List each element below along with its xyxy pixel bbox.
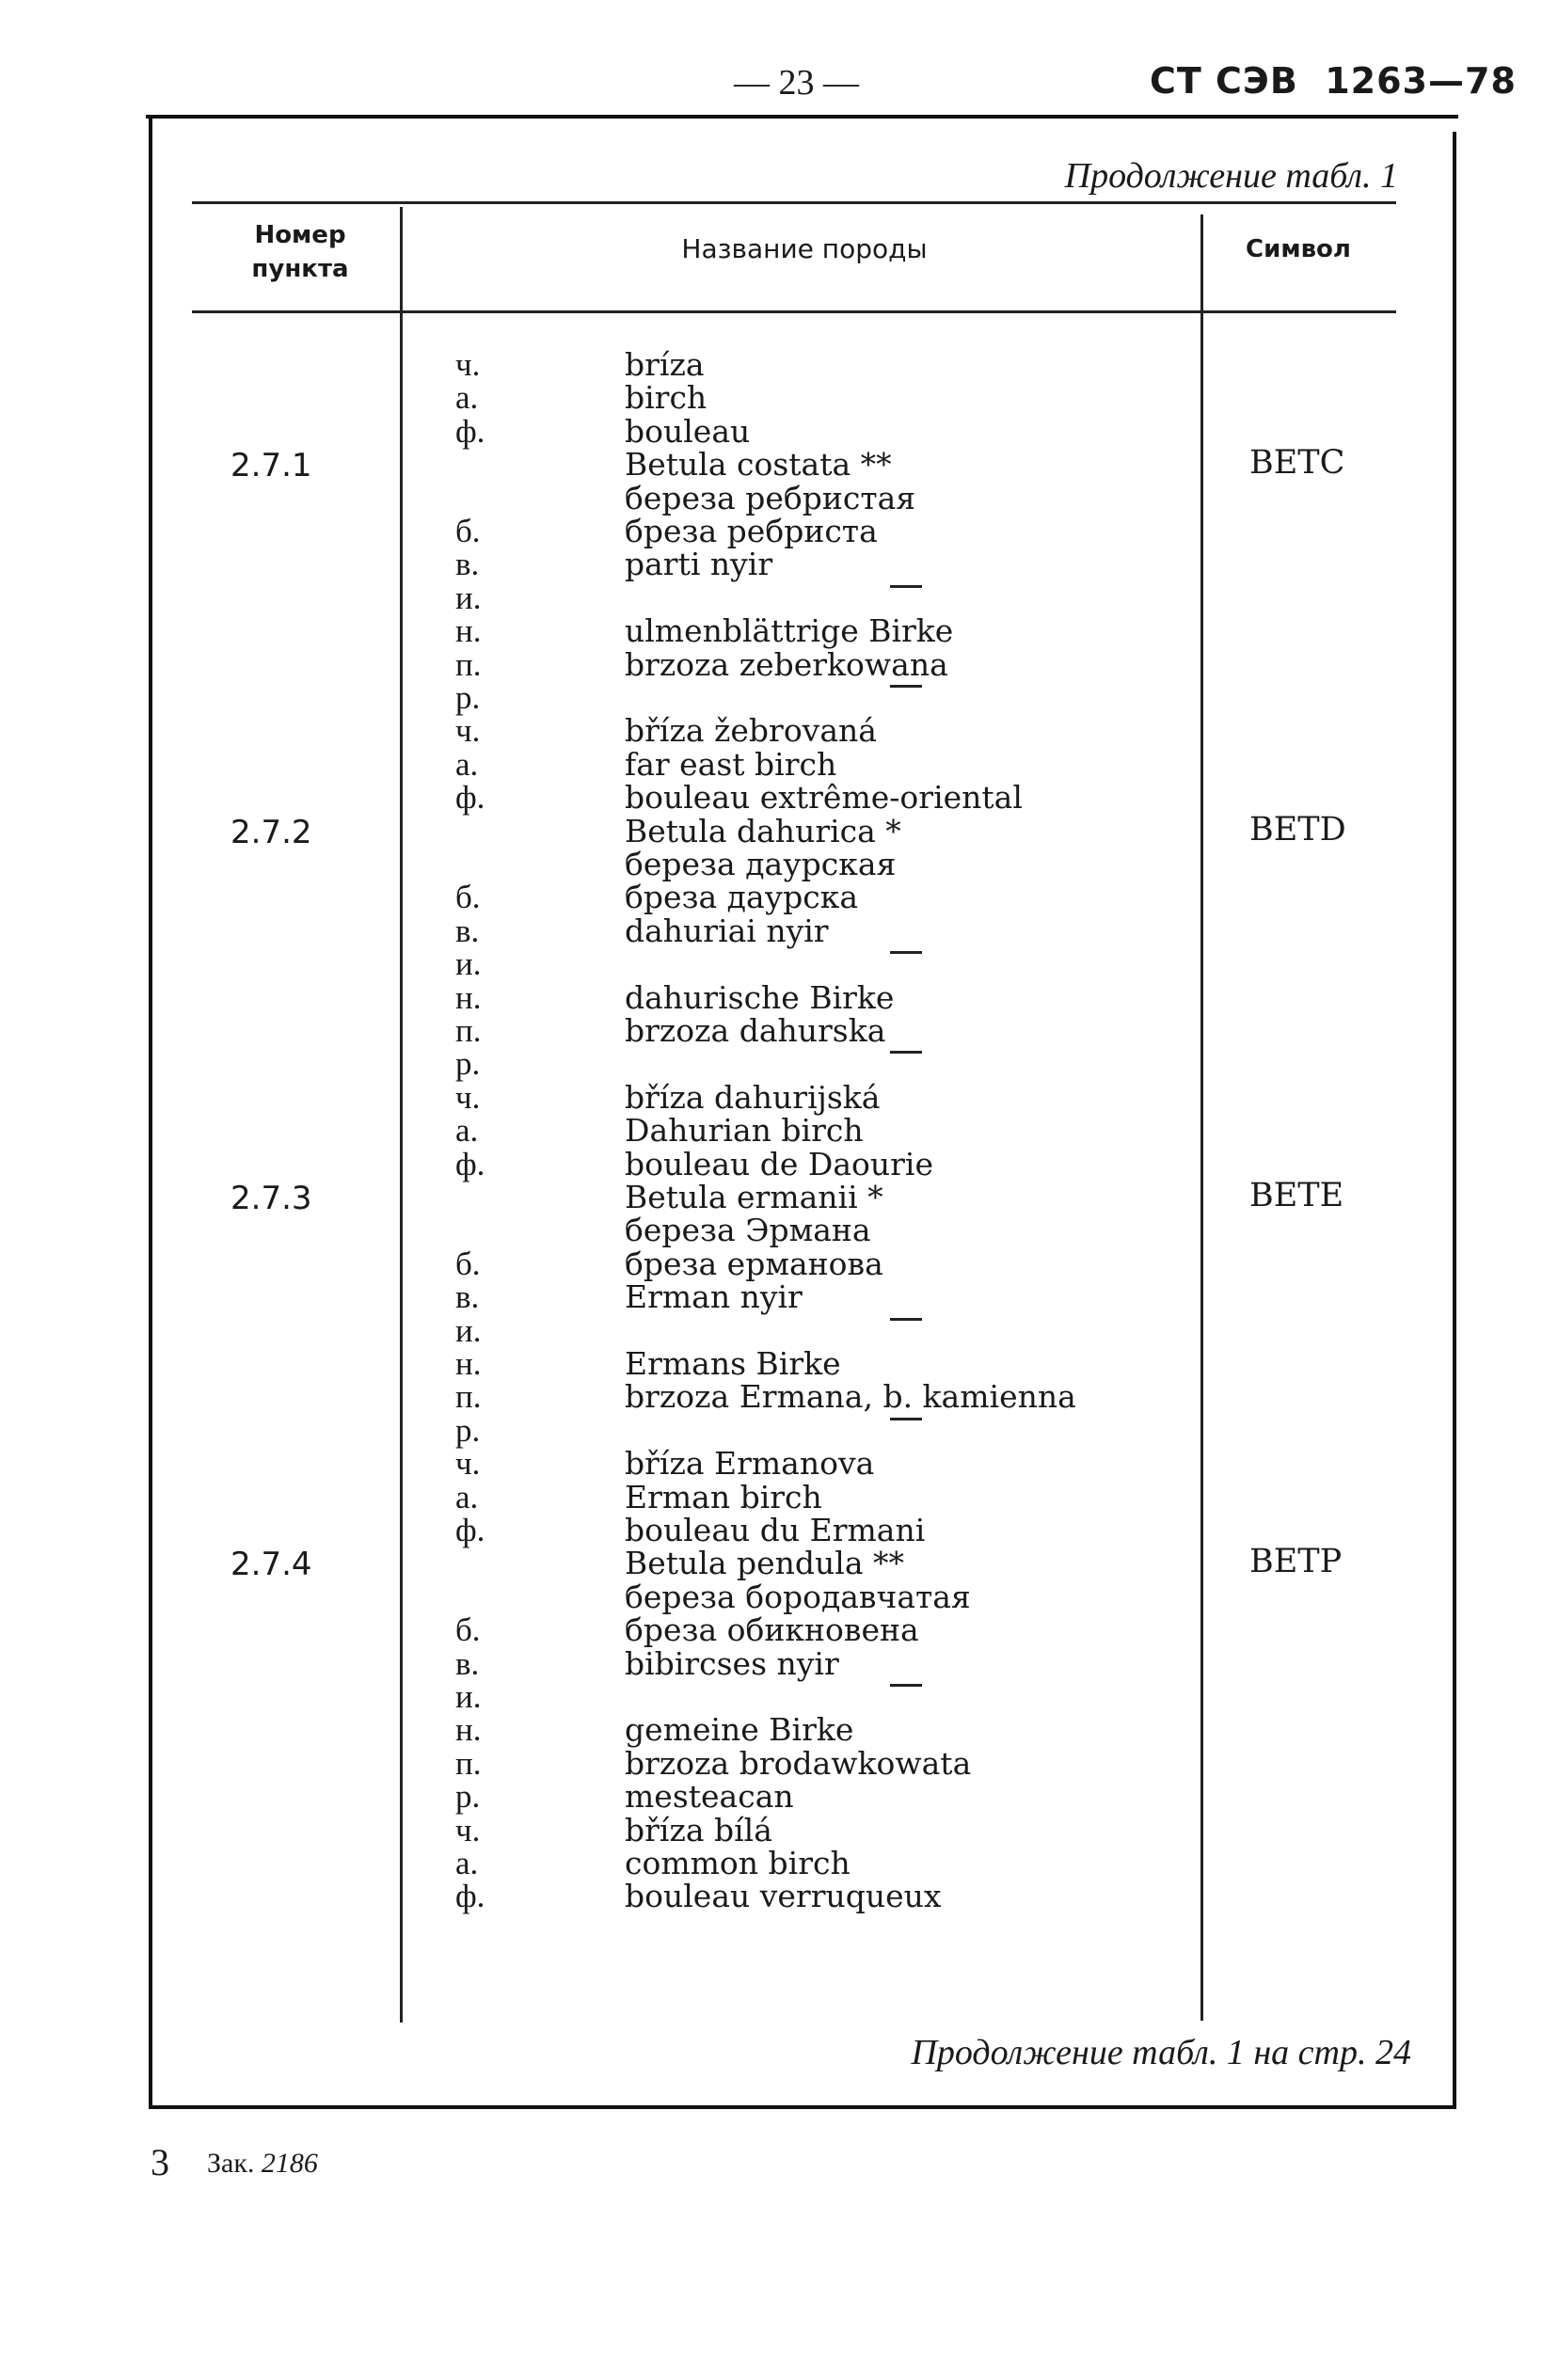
- table-row-language: б.: [455, 879, 481, 916]
- table-row-name: Betula pendula **: [625, 1545, 905, 1582]
- frame-top-rule: [146, 115, 1458, 119]
- table-row-name: ulmenblättrige Birke: [625, 612, 954, 650]
- table-row-language: н.: [455, 612, 482, 650]
- continuation-note-top: Продолжение табл. 1: [1064, 156, 1398, 196]
- frame-left-rule: [149, 115, 152, 2107]
- column-header-number-line1: Номер: [254, 221, 346, 249]
- table-row-language: н.: [455, 1711, 482, 1749]
- column-header-symbol: Символ: [1246, 235, 1351, 263]
- table-row-language: в.: [455, 1278, 480, 1316]
- table-row-name-dash: [890, 951, 922, 954]
- table-row-code: 2.7.2: [231, 813, 312, 851]
- frame-bottom-rule: [149, 2105, 1456, 2109]
- table-row-name: mesteacan: [625, 1778, 794, 1816]
- table-row-name: Ermans Birke: [625, 1345, 841, 1382]
- standard-designation: СТ СЭВ 1263—78: [1150, 60, 1517, 102]
- order-number: 2186: [261, 2148, 318, 2179]
- table-row-name: dahurische Birke: [625, 978, 895, 1016]
- table-row-name-dash: [890, 1684, 922, 1687]
- table-row-name: бреза ерманова: [625, 1245, 883, 1282]
- order-label: Зак.: [207, 2148, 255, 2179]
- table-row-name: dahuriai nyir: [625, 912, 829, 949]
- table-row-language: и.: [455, 1678, 482, 1715]
- table-row-name: bouleau de Daourie: [625, 1145, 934, 1182]
- table-row-language: ф.: [455, 1512, 485, 1548]
- table-row-language: н.: [455, 978, 482, 1016]
- table-row-name: Erman nyir: [625, 1278, 803, 1316]
- table-row-language: ф.: [455, 1878, 485, 1915]
- table-row-name: береза бородавчатая: [625, 1578, 971, 1615]
- table-row-language: р.: [455, 679, 481, 716]
- table-row-symbol: BETD: [1249, 810, 1346, 849]
- table-row-name: bouleau du Ermani: [625, 1512, 926, 1548]
- table-row-language: и.: [455, 579, 482, 616]
- table-row-code: 2.7.1: [231, 447, 312, 485]
- table-row-language: ф.: [455, 779, 485, 817]
- table-row-language: р.: [455, 1045, 481, 1083]
- table-row-name: parti nyir: [625, 546, 773, 583]
- table-row-language: ч.: [455, 1445, 481, 1483]
- table-row-name-dash: [890, 685, 922, 688]
- table-row-name: brzoza zeberkowana: [625, 645, 948, 683]
- table-column-divider-right: [1200, 214, 1203, 2021]
- table-row-name-dash: [890, 1418, 922, 1420]
- table-row-name: Erman birch: [625, 1478, 822, 1515]
- table-row-name: brzoza Ermana, b. kamienna: [625, 1378, 1076, 1416]
- table-row-name: brzoza dahurska: [625, 1012, 886, 1049]
- table-row-language: п.: [455, 1744, 482, 1782]
- table-row-name: Betula costata **: [625, 446, 892, 484]
- table-header-top-rule: [192, 201, 1396, 204]
- table-row-name-dash: [890, 1051, 922, 1054]
- column-header-name: Название породы: [681, 233, 928, 264]
- table-row-symbol: BETP: [1249, 1543, 1343, 1581]
- table-row-name: береза ребристая: [625, 479, 916, 516]
- table-row-name: common birch: [625, 1845, 851, 1881]
- table-row-language: н.: [455, 1345, 482, 1382]
- table-row-language: ч.: [455, 712, 481, 750]
- table-row-name: bríza: [625, 346, 705, 383]
- table-row-name: brzoza brodawkowata: [625, 1744, 972, 1782]
- table-row-language: в.: [455, 546, 480, 583]
- table-row-language: ф.: [455, 412, 485, 450]
- table-row-name: Betula ermanii *: [625, 1179, 883, 1215]
- table-row-name: Betula dahurica *: [625, 812, 901, 849]
- table-row-language: ф.: [455, 1145, 485, 1182]
- table-row-language: а.: [455, 745, 479, 783]
- table-row-name: bříza dahurijská: [625, 1078, 881, 1116]
- table-row-code: 2.7.4: [231, 1546, 312, 1584]
- column-header-number-line2: пункта: [251, 255, 349, 283]
- table-row-name: gemeine Birke: [625, 1711, 854, 1749]
- table-row-language: р.: [455, 1778, 481, 1816]
- table-row-language: п.: [455, 645, 482, 683]
- table-row-language: а.: [455, 1478, 479, 1515]
- table-row-language: ч.: [455, 1078, 481, 1116]
- table-row-name: береза Эрмана: [625, 1212, 871, 1249]
- table-row-name-dash: [890, 1318, 922, 1321]
- table-row-language: ч.: [455, 346, 481, 383]
- table-column-divider-left: [400, 207, 403, 2023]
- table-row-language: ч.: [455, 1811, 481, 1848]
- table-row-language: в.: [455, 912, 480, 949]
- column-header-number: [192, 218, 408, 286]
- table-row-language: б.: [455, 1611, 481, 1649]
- table-row-language: а.: [455, 1845, 479, 1881]
- frame-right-rule: [1453, 132, 1456, 2107]
- table-row-name: bibircses nyir: [625, 1644, 839, 1682]
- table-row-name: bouleau: [625, 412, 751, 450]
- table-row-name: бреза даурска: [625, 879, 858, 916]
- table-header-bottom-rule: [192, 310, 1396, 313]
- table-row-language: б.: [455, 1245, 481, 1282]
- order-note: [207, 2148, 318, 2180]
- sheet-number: 3: [151, 2141, 169, 2183]
- table-row-symbol: BETE: [1249, 1177, 1344, 1214]
- page-number: — 23 —: [734, 63, 859, 103]
- table-row-name: far east birch: [625, 745, 837, 783]
- table-row-name: bříza bílá: [625, 1811, 772, 1848]
- table-row-name: bříza Ermanova: [625, 1445, 875, 1483]
- table-row-name: бреза ребриста: [625, 513, 878, 549]
- table-row-language: р.: [455, 1411, 481, 1449]
- table-row-name-dash: [890, 585, 922, 588]
- table-row-name: bříza žebrovaná: [625, 712, 877, 750]
- table-row-language: и.: [455, 945, 482, 983]
- table-row-name: bouleau verruqueux: [625, 1878, 942, 1915]
- table-row-name: bouleau extrême-oriental: [625, 779, 1023, 817]
- table-row-name: береза даурская: [625, 846, 897, 882]
- table-row-name: бреза обикновена: [625, 1611, 919, 1649]
- table-row-symbol: BETC: [1249, 444, 1345, 483]
- table-row-name: birch: [625, 379, 707, 417]
- table-row-language: в.: [455, 1644, 480, 1682]
- table-row-language: б.: [455, 513, 481, 549]
- table-row-language: п.: [455, 1378, 482, 1416]
- table-row-name: Dahurian birch: [625, 1112, 864, 1150]
- table-row-language: п.: [455, 1012, 482, 1049]
- table-row-language: а.: [455, 379, 479, 417]
- table-row-code: 2.7.3: [231, 1180, 312, 1217]
- table-row-language: и.: [455, 1311, 482, 1349]
- table-row-language: а.: [455, 1112, 479, 1150]
- continuation-note-bottom: Продолжение табл. 1 на стр. 24: [911, 2033, 1411, 2072]
